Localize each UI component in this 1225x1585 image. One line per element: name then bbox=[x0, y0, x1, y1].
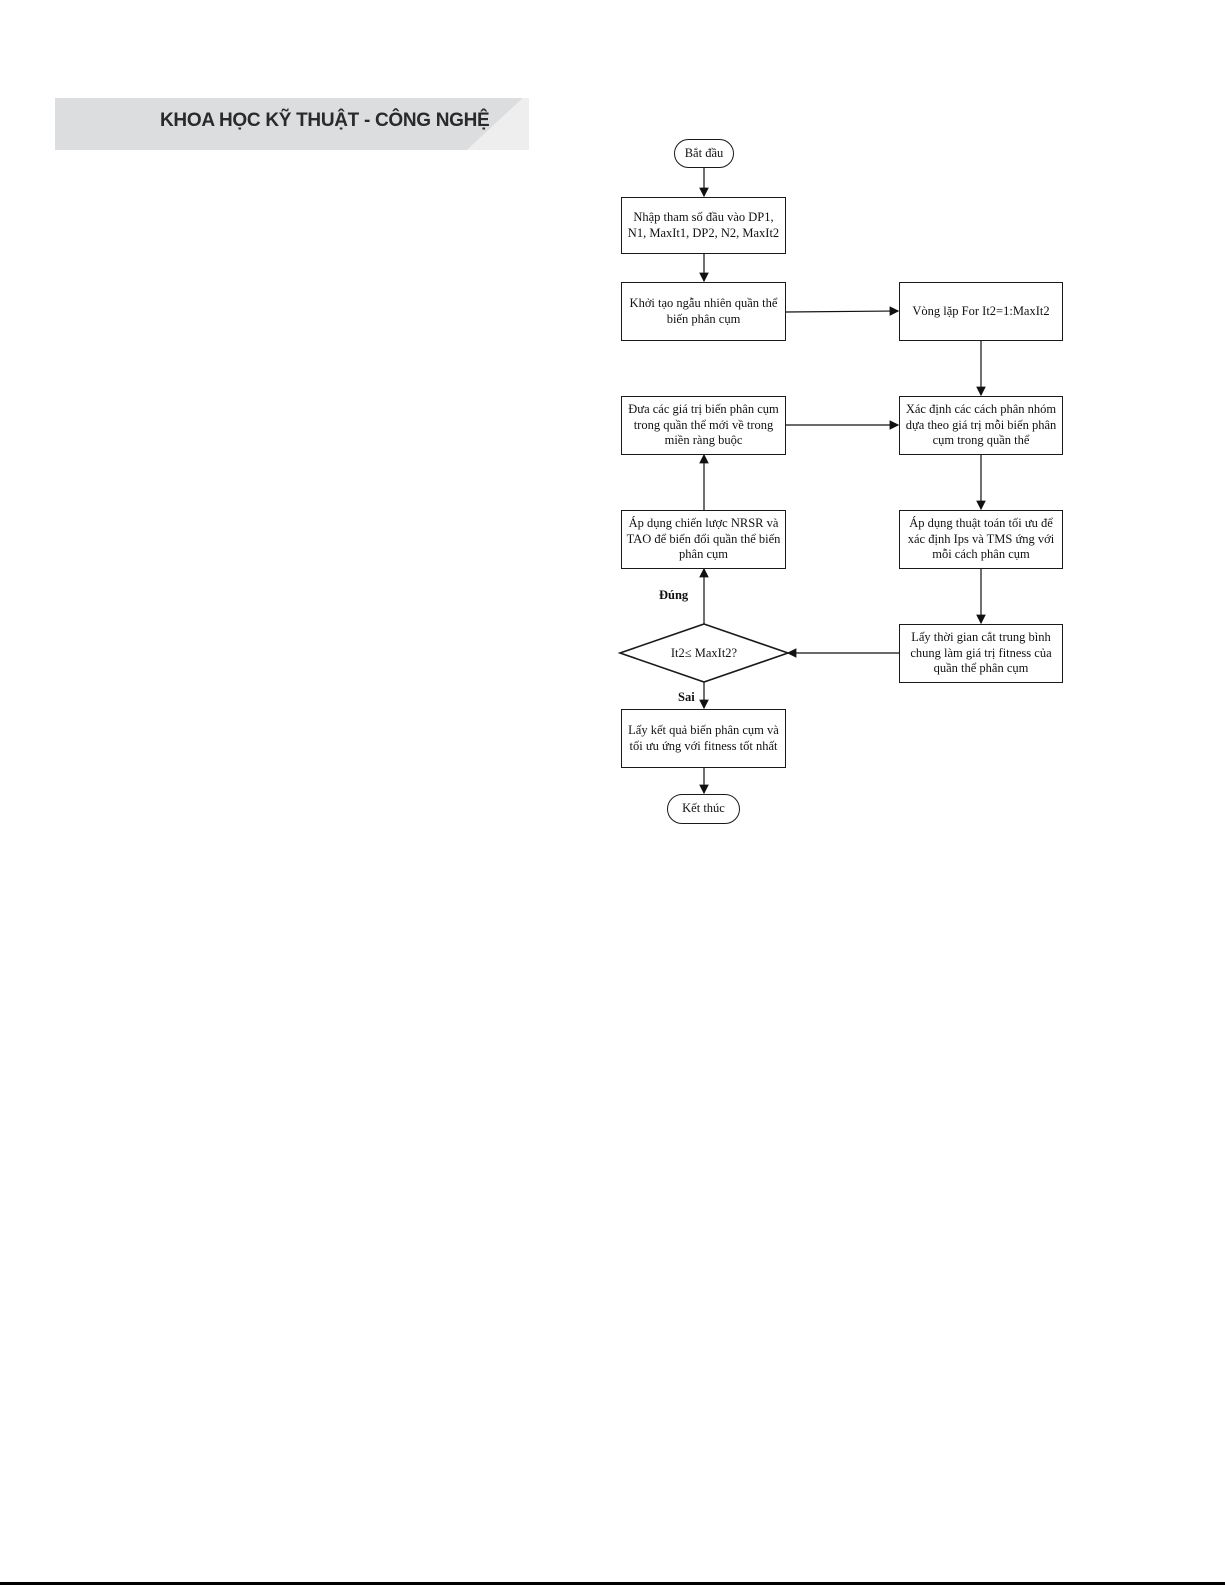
grouping-step bbox=[899, 396, 1063, 455]
bound-constraint-step bbox=[621, 396, 786, 455]
optimization-step bbox=[899, 510, 1063, 569]
yes-edge-label: Đúng bbox=[659, 588, 689, 602]
transform-step bbox=[621, 510, 786, 569]
loop-step bbox=[899, 282, 1063, 341]
start-node bbox=[674, 139, 734, 168]
init-population-step bbox=[621, 282, 786, 341]
optimization-label: Áp dụng thuật toán tối ưu để xác định Ips và TMS ứng với mỗi cách phân cụm bbox=[907, 516, 1055, 562]
no-edge-label: Sai bbox=[678, 690, 695, 704]
loop-label: Vòng lặp For It2=1:MaxIt2 bbox=[912, 303, 1050, 318]
result-label: Lấy kết quả biến phân cụm và tối ưu ứng với fitness tốt nhất bbox=[628, 723, 779, 753]
input-parameters-step bbox=[621, 197, 786, 254]
input-parameters-label: Nhập tham số đầu vào DP1, N1, MaxIt1, DP2, N2, MaxIt2 bbox=[627, 210, 780, 240]
flowchart bbox=[600, 132, 1057, 832]
grouping-label: Xác định các cách phân nhóm dựa theo giá trị mỗi biến phân cụm trong quần thể bbox=[905, 402, 1057, 448]
result-step bbox=[621, 709, 786, 768]
section-header-band bbox=[55, 98, 529, 150]
transform-label: Áp dụng chiến lược NRSR và TAO để biến đổi quần thể biến phân cụm bbox=[626, 516, 781, 562]
end-node bbox=[667, 794, 740, 824]
end-label: Kết thúc bbox=[682, 801, 725, 816]
init-population-label: Khởi tạo ngẫu nhiên quần thể biến phân cụm bbox=[629, 296, 778, 326]
bound-constraint-label: Đưa các giá trị biến phân cụm trong quần thể mới về trong miền ràng buộc bbox=[628, 402, 779, 448]
fitness-step bbox=[899, 624, 1063, 683]
start-label: Bắt đầu bbox=[684, 145, 724, 160]
decision-label: It2≤ MaxIt2? bbox=[670, 645, 738, 660]
section-title: KHOA HỌC KỸ THUẬT - CÔNG NGHỆ bbox=[160, 110, 490, 131]
fitness-label: Lấy thời gian cắt trung bình chung làm giá trị fitness của quần thể phân cụm bbox=[910, 630, 1052, 676]
arrow-init-loop bbox=[786, 311, 898, 312]
